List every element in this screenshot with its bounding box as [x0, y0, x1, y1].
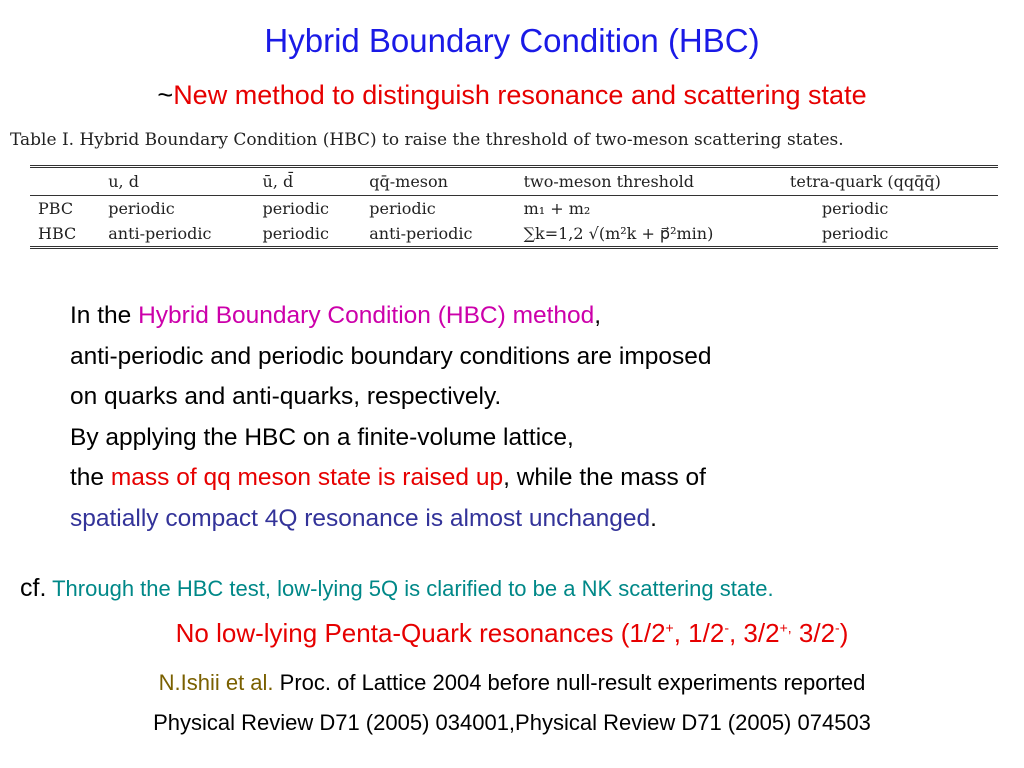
table-cell: anti-periodic [108, 224, 212, 243]
para-text: . [650, 504, 657, 532]
ref-author: N.Ishii et al. [158, 670, 274, 695]
nolow-sup: +, [779, 619, 792, 636]
cf-note [20, 574, 774, 603]
hbc-table [30, 165, 998, 249]
table-header: two-meson threshold [516, 167, 782, 196]
table-cell: HBC [38, 224, 77, 243]
para-text: , while the mass of [503, 464, 706, 491]
hbc-description [70, 296, 711, 539]
table-header: u, d [100, 167, 254, 196]
para-line [70, 458, 711, 499]
para-line: By applying the HBC on a finite-volume lattice, [70, 423, 574, 451]
table-row [30, 196, 998, 222]
nolow-text: No low-lying Penta-Quark resonances (1/2 [175, 618, 666, 648]
para-line: anti-periodic and periodic boundary conditions are imposed [70, 342, 712, 370]
table-cell: periodic [262, 199, 329, 218]
table-cell: periodic [262, 224, 329, 243]
ref-text: Proc. of Lattice 2004 before null-result experiments reported [273, 670, 866, 695]
para-highlight: Hybrid Boundary Condition (HBC) method [138, 302, 595, 329]
table-header [30, 167, 100, 196]
table-cell: periodic [108, 199, 175, 218]
no-resonance-statement [0, 618, 1024, 649]
table-header-row [30, 167, 998, 196]
reference-line-2: Physical Review D71 (2005) 034001,Physical Review D71 (2005) 074503 [153, 710, 871, 735]
table-cell: anti-periodic [369, 224, 473, 243]
subtitle-tilde: ~ [157, 80, 174, 110]
slide-title: Hybrid Boundary Condition (HBC) [264, 22, 760, 59]
nolow-sup: - [724, 619, 729, 636]
para-highlight: mass of qq meson state is raised up [110, 464, 504, 491]
nolow-sup: - [835, 619, 840, 636]
para-text: , [594, 302, 602, 329]
para-line [70, 499, 711, 540]
nolow-text: ) [839, 618, 849, 648]
table-cell: periodic [369, 199, 436, 218]
para-highlight: spatially compact 4Q resonance is almost unchanged [70, 504, 651, 532]
nolow-sup: + [665, 619, 674, 636]
table-header: ū, d̄ [255, 167, 362, 196]
table-cell: m₁ + m₂ [523, 199, 591, 218]
table-header: qq̄-meson [361, 167, 515, 196]
nolow-text: , 3/2 [728, 618, 780, 648]
table-caption: Table I. Hybrid Boundary Condition (HBC) to raise the threshold of two-meson scattering states. [10, 130, 844, 150]
table-cell: ∑k=1,2 √(m²k + p⃗²min) [523, 224, 714, 243]
cf-lead: cf. [20, 574, 47, 602]
table-header: tetra-quark (qqq̄q̄) [782, 167, 998, 196]
slide-subtitle [0, 80, 1024, 111]
table-row [30, 221, 998, 248]
nolow-text: 3/2 [791, 618, 836, 648]
cf-text: Through the HBC test, low-lying 5Q is clarified to be a NK scattering state. [46, 576, 774, 601]
subtitle-text: New method to distinguish resonance and scattering state [173, 80, 867, 110]
table-cell: periodic [821, 224, 889, 243]
para-line: on quarks and anti-quarks, respectively. [70, 383, 502, 410]
table-cell: periodic [821, 199, 889, 218]
reference-line-1 [0, 670, 1024, 696]
para-text: the [70, 464, 111, 491]
table-cell: PBC [38, 199, 74, 218]
para-line [70, 296, 711, 337]
nolow-text: , 1/2 [673, 618, 725, 648]
para-text: In the [70, 302, 139, 329]
